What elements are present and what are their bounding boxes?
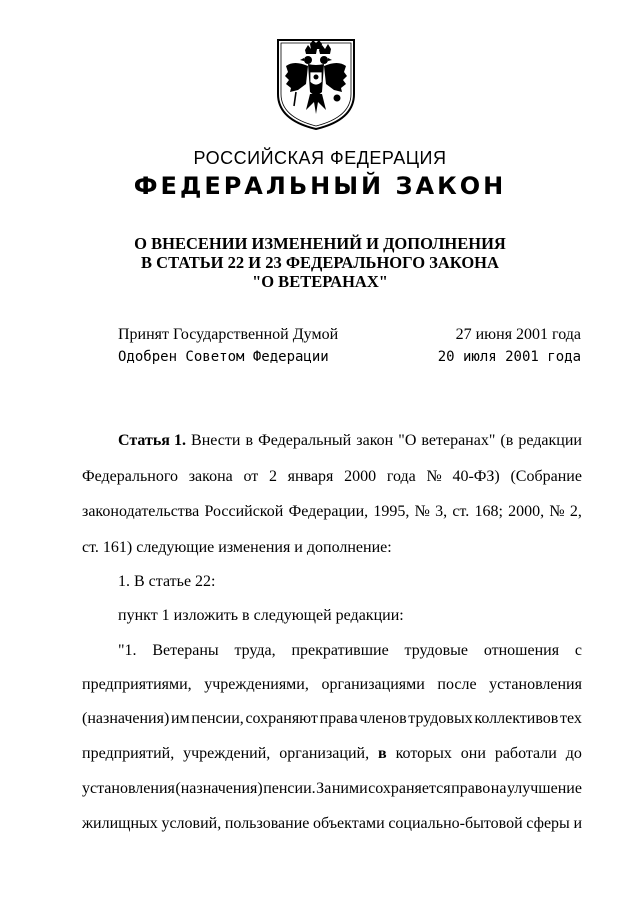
word: (в: [500, 432, 514, 449]
word: в: [245, 432, 254, 449]
word: они: [460, 745, 486, 762]
word: предприятиями,: [82, 676, 192, 693]
duma-adoption-label: Принят Государственной Думой: [118, 326, 339, 343]
word: Федерации,: [288, 503, 369, 520]
word: труда,: [234, 642, 276, 659]
word: законодательства: [82, 503, 200, 520]
article-1-line-5: 1. В статье 22:: [118, 573, 216, 590]
word: улучшение: [506, 780, 582, 797]
word: 2: [268, 468, 277, 485]
word: трудовых: [408, 710, 473, 727]
word: 1995,: [373, 503, 410, 520]
law-title: [0, 234, 640, 291]
word: после: [437, 676, 477, 693]
word: от: [243, 468, 259, 485]
word: до: [565, 745, 582, 762]
coat-of-arms-emblem: [274, 36, 358, 132]
country-name: РОССИЙСКАЯ ФЕДЕРАЦИЯ: [193, 148, 447, 168]
word: редакции: [518, 432, 582, 449]
word: пенсии.: [263, 780, 316, 797]
article-1-line-7: [118, 642, 582, 660]
document-type: ФЕДЕРАЛЬНЫЙ ЗАКОН: [133, 172, 507, 200]
word: №: [414, 503, 430, 520]
word: отношения: [483, 642, 560, 659]
word: 40-ФЗ): [452, 468, 500, 485]
law-title-line: О ВНЕСЕНИИ ИЗМЕНЕНИЙ И ДОПОЛНЕНИЯ: [134, 234, 506, 253]
word: (назначения): [175, 780, 263, 797]
word: За: [316, 780, 332, 797]
word: членов: [359, 710, 407, 727]
word: 2000: [344, 468, 377, 485]
word: года: [386, 468, 416, 485]
word: право: [451, 780, 491, 797]
word: объектами: [313, 815, 385, 832]
word: Ветераны: [152, 642, 219, 659]
word: социально-бытовой: [388, 815, 523, 832]
word: пенсии,: [191, 710, 244, 727]
word: закона: [188, 468, 233, 485]
word: им: [170, 710, 190, 727]
word: №: [426, 468, 442, 485]
word: ними: [331, 780, 368, 797]
word: сохраняют: [245, 710, 318, 727]
word: прекратившие: [291, 642, 389, 659]
article-1-line-10: [82, 745, 582, 763]
word: организаций,: [279, 745, 370, 762]
word: предприятий,: [82, 745, 175, 762]
article-label: Статья 1.: [118, 432, 186, 449]
word: права: [319, 710, 358, 727]
duma-adoption-date: 27 июня 2001 года: [455, 326, 581, 343]
word: тех: [560, 710, 582, 727]
article-1-line-9: [82, 710, 582, 728]
word: января: [287, 468, 334, 485]
word: Внести: [191, 432, 241, 449]
word: 3,: [435, 503, 448, 520]
word: которых: [395, 745, 452, 762]
word: сохраняется: [368, 780, 451, 797]
word: "О: [398, 432, 417, 449]
word: установления: [489, 676, 582, 693]
word: 2,: [569, 503, 582, 520]
word: Федеральный: [258, 432, 352, 449]
article-1-line-6: пункт 1 изложить в следующей редакции:: [118, 607, 404, 624]
word: "1.: [118, 642, 137, 659]
law-title-line: "О ВЕТЕРАНАХ": [252, 272, 388, 291]
word: организациями: [321, 676, 425, 693]
article-1-line-2: [82, 468, 582, 486]
word: 2000,: [508, 503, 545, 520]
word: учреждениями,: [204, 676, 309, 693]
word: учреждений,: [183, 745, 271, 762]
word: трудовые: [404, 642, 469, 659]
word: ст.: [452, 503, 470, 520]
word: (Собрание: [510, 468, 582, 485]
article-1-line-12: [82, 815, 582, 833]
word: ветеранах": [421, 432, 496, 449]
word: в: [378, 745, 387, 762]
word: Российской: [204, 503, 284, 520]
article-1-line-1: [118, 432, 582, 450]
word: на: [490, 780, 507, 797]
law-title-line: В СТАТЬИ 22 И 23 ФЕДЕРАЛЬНОГО ЗАКОНА: [141, 253, 499, 272]
word: коллективов: [474, 710, 559, 727]
word: и: [573, 815, 582, 832]
word: работали: [494, 745, 557, 762]
word: закон: [356, 432, 394, 449]
article-1-line-4: ст. 161) следующие изменения и дополнение:: [82, 539, 392, 556]
council-approval-date: 20 июля 2001 года: [437, 349, 581, 365]
word: установления: [82, 780, 175, 797]
word: условий,: [161, 815, 222, 832]
council-approval-label: Одобрен Советом Федерации: [118, 349, 329, 365]
word: №: [549, 503, 565, 520]
word: 168;: [474, 503, 503, 520]
word: жилищных: [82, 815, 158, 832]
word: Федерального: [82, 468, 179, 485]
word: пользование: [224, 815, 310, 832]
word: сферы: [526, 815, 570, 832]
article-1-line-11: [82, 780, 582, 798]
article-1-line-8: [82, 676, 582, 694]
word: с: [574, 642, 582, 659]
word: (назначения): [82, 710, 170, 727]
article-1-line-3: [82, 503, 582, 521]
